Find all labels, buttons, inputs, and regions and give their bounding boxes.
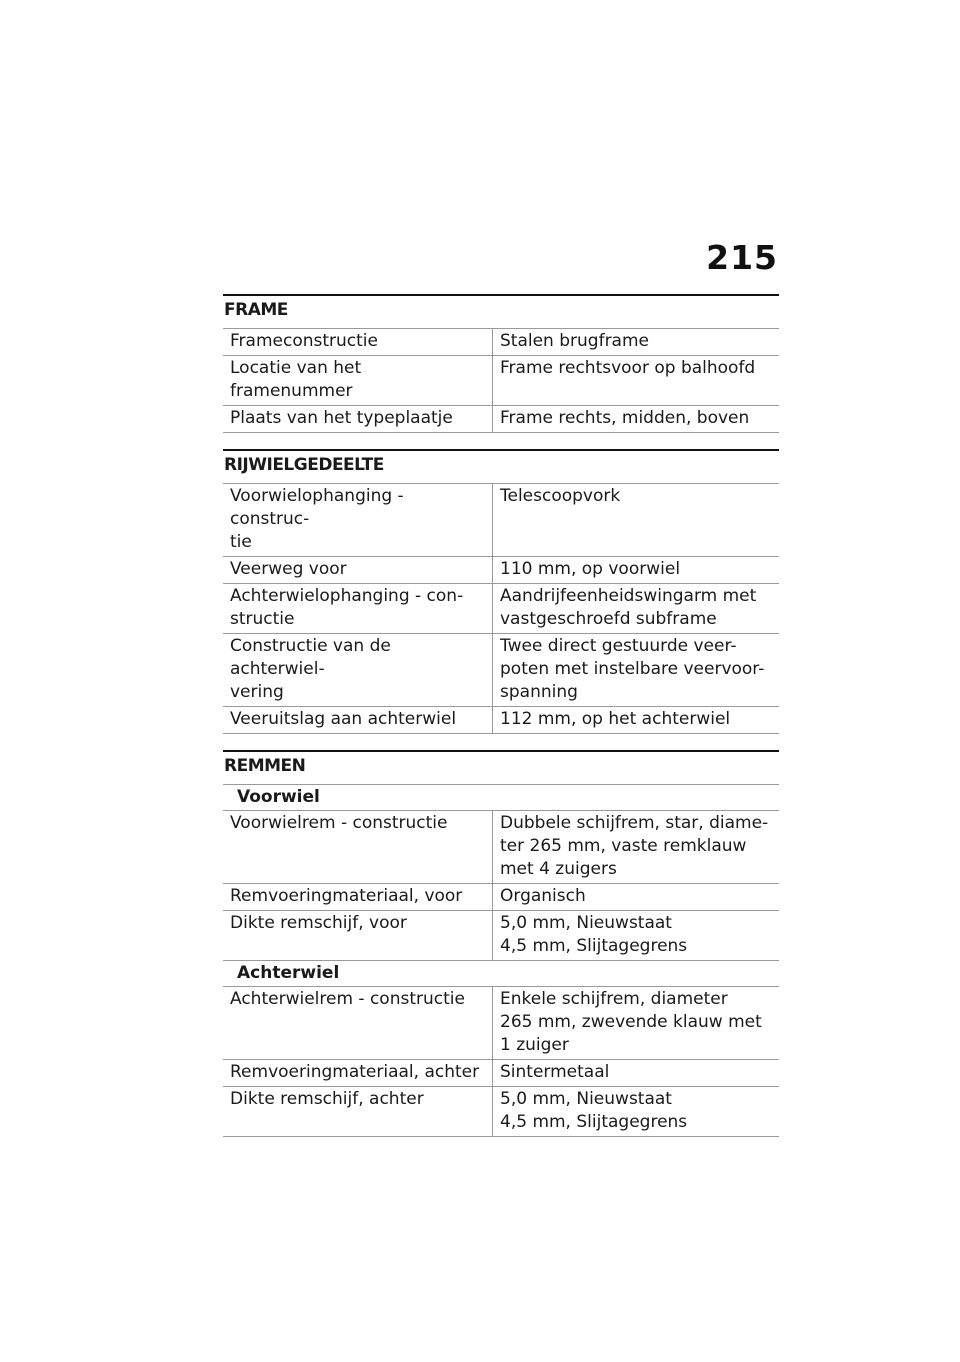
section-rijwielgedeelte xyxy=(223,449,779,734)
table-row xyxy=(223,987,779,1060)
spec-value xyxy=(493,584,779,633)
spec-value-line: met 4 zuigers xyxy=(500,859,617,879)
spec-label-line: Veeruitslag aan achterwiel xyxy=(230,709,457,729)
spec-label-line: Locatie van het framenummer xyxy=(230,358,362,401)
spec-value-line: 265 mm, zwevende klauw met xyxy=(500,1012,762,1032)
spec-value xyxy=(493,634,779,706)
spec-label-line: Dikte remschijf, voor xyxy=(230,913,407,933)
spec-value-line: vastgeschroefd subframe xyxy=(500,609,717,629)
spec-label xyxy=(223,406,493,432)
spec-label xyxy=(223,911,493,960)
spec-table-achterwiel xyxy=(223,987,779,1137)
spec-value-line: 4,5 mm, Slijtagegrens xyxy=(500,1112,688,1132)
spec-value-line: Sintermetaal xyxy=(500,1062,610,1082)
spec-value-line: Stalen brugframe xyxy=(500,331,649,351)
spec-value xyxy=(493,484,779,556)
spec-value-line: Organisch xyxy=(500,886,586,906)
section-title-remmen: REMMEN xyxy=(223,752,779,785)
spec-value-line: Frame rechts, midden, boven xyxy=(500,408,750,428)
spec-value xyxy=(493,329,779,355)
spec-label-line: Plaats van het typeplaatje xyxy=(230,408,453,428)
spec-value-line: poten met instelbare veervoor- xyxy=(500,659,765,679)
table-row xyxy=(223,634,779,707)
spec-label-line: Voorwielrem - constructie xyxy=(230,813,448,833)
table-row xyxy=(223,484,779,557)
section-remmen xyxy=(223,750,779,1137)
spec-label-line: tie xyxy=(230,532,252,552)
spec-label xyxy=(223,1060,493,1086)
table-row xyxy=(223,557,779,584)
spec-value xyxy=(493,406,779,432)
spec-value xyxy=(493,811,779,883)
subheading-voorwiel: Voorwiel xyxy=(223,785,779,811)
spec-value-line: 5,0 mm, Nieuwstaat xyxy=(500,913,672,933)
table-row xyxy=(223,884,779,911)
spec-label xyxy=(223,484,493,556)
table-row xyxy=(223,584,779,634)
spec-label-line: Veerweg voor xyxy=(230,559,347,579)
table-row xyxy=(223,1087,779,1137)
spec-label xyxy=(223,884,493,910)
spec-table-rijwielgedeelte xyxy=(223,484,779,734)
spec-label xyxy=(223,987,493,1059)
spec-label-line: structie xyxy=(230,609,295,629)
spec-value xyxy=(493,884,779,910)
spec-value xyxy=(493,1060,779,1086)
spec-content xyxy=(223,294,779,1137)
section-title-frame: FRAME xyxy=(223,296,779,329)
spec-label-line: Remvoeringmateriaal, voor xyxy=(230,886,463,906)
section-frame xyxy=(223,294,779,433)
spec-label xyxy=(223,557,493,583)
spec-label-line: Achterwielrem - constructie xyxy=(230,989,465,1009)
table-row xyxy=(223,811,779,884)
spec-value-line: 110 mm, op voorwiel xyxy=(500,559,681,579)
spec-label xyxy=(223,707,493,733)
spec-label-line: Remvoeringmateriaal, achter xyxy=(230,1062,480,1082)
spec-value-line: 1 zuiger xyxy=(500,1035,569,1055)
page-number: 215 xyxy=(706,238,778,277)
spec-value-line: Dubbele schijfrem, star, diame- xyxy=(500,813,769,833)
spec-label xyxy=(223,356,493,405)
spec-value xyxy=(493,557,779,583)
spec-value-line: Aandrijfeenheidswingarm met xyxy=(500,586,757,606)
spec-value-line: Frame rechtsvoor op balhoofd xyxy=(500,358,756,378)
spec-value xyxy=(493,356,779,405)
spec-value-line: Telescoopvork xyxy=(500,486,621,506)
spec-value xyxy=(493,987,779,1059)
spec-value-line: Twee direct gestuurde veer- xyxy=(500,636,737,656)
table-row xyxy=(223,1060,779,1087)
spec-label xyxy=(223,329,493,355)
spec-value xyxy=(493,707,779,733)
spec-value-line: 4,5 mm, Slijtagegrens xyxy=(500,936,688,956)
table-row xyxy=(223,356,779,406)
spec-value-line: Enkele schijfrem, diameter xyxy=(500,989,728,1009)
table-row xyxy=(223,707,779,734)
spec-label xyxy=(223,811,493,883)
spec-table-frame xyxy=(223,329,779,433)
section-title-rijwielgedeelte: RIJWIELGEDEELTE xyxy=(223,451,779,484)
spec-value xyxy=(493,1087,779,1136)
table-row xyxy=(223,329,779,356)
spec-value-line: ter 265 mm, vaste remklauw xyxy=(500,836,747,856)
spec-label xyxy=(223,634,493,706)
spec-label-line: Dikte remschijf, achter xyxy=(230,1089,424,1109)
spec-label xyxy=(223,1087,493,1136)
spec-label-line: Achterwielophanging - con- xyxy=(230,586,464,606)
spec-value-line: 5,0 mm, Nieuwstaat xyxy=(500,1089,672,1109)
spec-value-line: 112 mm, op het achterwiel xyxy=(500,709,731,729)
table-row xyxy=(223,406,779,433)
spec-label-line: Voorwielophanging - construc- xyxy=(230,486,404,529)
subheading-achterwiel: Achterwiel xyxy=(223,961,779,987)
spec-label-line: Frameconstructie xyxy=(230,331,378,351)
spec-value-line: spanning xyxy=(500,682,578,702)
spec-table-voorwiel xyxy=(223,811,779,961)
spec-label xyxy=(223,584,493,633)
spec-label-line: vering xyxy=(230,682,284,702)
spec-value xyxy=(493,911,779,960)
table-row xyxy=(223,911,779,961)
spec-label-line: Constructie van de achterwiel- xyxy=(230,636,391,679)
